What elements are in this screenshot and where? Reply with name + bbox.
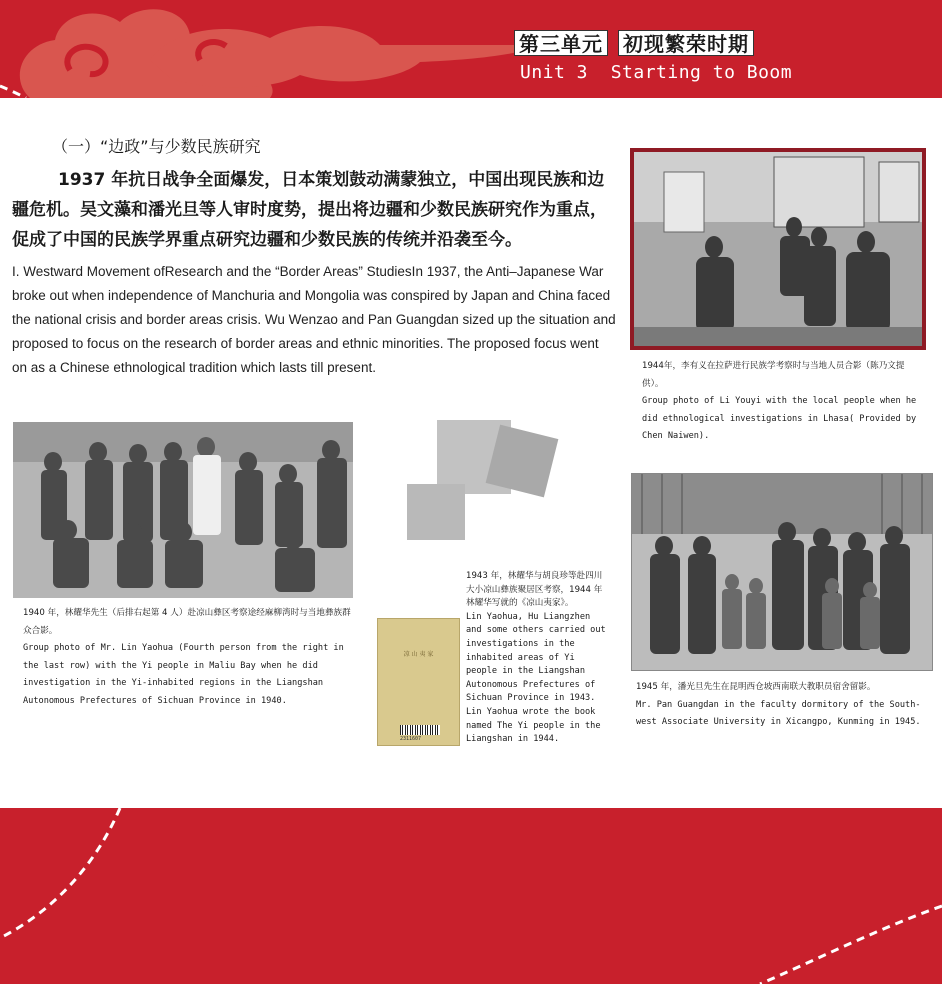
unit-title-cn — [514, 30, 754, 56]
caption-lhasa — [642, 358, 924, 446]
caption-book-cn: 1943 年，林耀华与胡良珍等赴四川大小凉山彝族聚居区考察，1944 年林耀华写就的《凉山夷家》。 — [466, 571, 603, 609]
unit-title-en: Unit 3 Starting to Boom — [520, 62, 793, 83]
caption-liangshan-en: Group photo of Mr. Lin Yaohua (Fourth person from the right in the last row) with the Yi people in Maliu Bay when he did investigation in the Yi-inhabited regions in the Liangshan Autonomous Prefectures of Sichuan Province in 1940. — [23, 643, 344, 706]
decorative-squares — [405, 418, 565, 548]
footer-band — [0, 808, 942, 984]
caption-lhasa-en: Group photo of Li Youyi with the local people when he did ethnological investigations in Lhasa( Provided by Chen Naiwen). — [642, 396, 917, 441]
intro-paragraph-cn: 1937 年抗日战争全面爆发，日本策划鼓动满蒙独立，中国出现民族和边疆危机。吴文藻和潘光旦等人审时度势，提出将边疆和少数民族研究作为重点，促成了中国的民族学界重点研究边疆和少数民族的传统并沿袭至今。 — [12, 170, 607, 250]
book-barcode-number: 2311607 — [400, 736, 422, 742]
unit-number-cn: 第三单元 — [514, 30, 608, 56]
caption-lhasa-cn: 1944年，李有义在拉萨进行民族学考察时与当地人员合影（陈乃文提供）。 — [642, 361, 905, 389]
photo-lhasa-group — [630, 148, 926, 350]
caption-liangshan-cn: 1940 年，林耀华先生（后排右起第 4 人）赴凉山彝区考察途经麻柳湾时与当地彝族群众合影。 — [23, 608, 351, 636]
caption-book-en: Lin Yaohua, Hu Liangzhen and some others carried out investigations in the inhabited areas of Yi people in the Liangshan Autonomous Prefectures of Sichuan Province in 1943. Lin Yaohua wrote the book named The Yi people in the Liangshan in 1944. — [466, 611, 606, 745]
intro-paragraph-en: I. Westward Movement ofResearch and the “Border Areas” StudiesIn 1937, the Anti–Japanese War broke out when independence of Manchuria and Mongolia was conspired by Japan and China faced the national crisis and border areas crisis. Wu Wenzao and Pan Guangdan sized up the situation and proposed to focus on the research of border areas and ethnic minorities. The proposed focus went on as a Chinese ethnological tradition which lasts till present. — [12, 264, 616, 375]
unit-period-cn: 初现繁荣时期 — [618, 30, 754, 56]
caption-kunming — [636, 679, 932, 732]
photo-liangshan-group — [13, 422, 353, 598]
dashed-stitch-line — [0, 808, 942, 984]
dashed-stitch-line — [0, 0, 942, 98]
caption-kunming-en: Mr. Pan Guangdan in the faculty dormitory of the South-west Associate University in Xicangpo, Kunming in 1945. — [636, 699, 921, 727]
photo-kunming-group — [631, 473, 933, 671]
caption-kunming-cn: 1945 年，潘光旦先生在昆明西仓坡西南联大教职员宿舍留影。 — [636, 682, 876, 692]
barcode-icon — [400, 725, 440, 735]
caption-liangshan — [23, 605, 353, 710]
section-title: （一）“边政”与少数民族研究 — [52, 137, 261, 156]
book-cover-title: 凉 山 夷 家 — [403, 651, 434, 658]
header-band — [0, 0, 942, 98]
caption-book — [466, 570, 608, 747]
book-cover-liangshan — [377, 618, 460, 746]
